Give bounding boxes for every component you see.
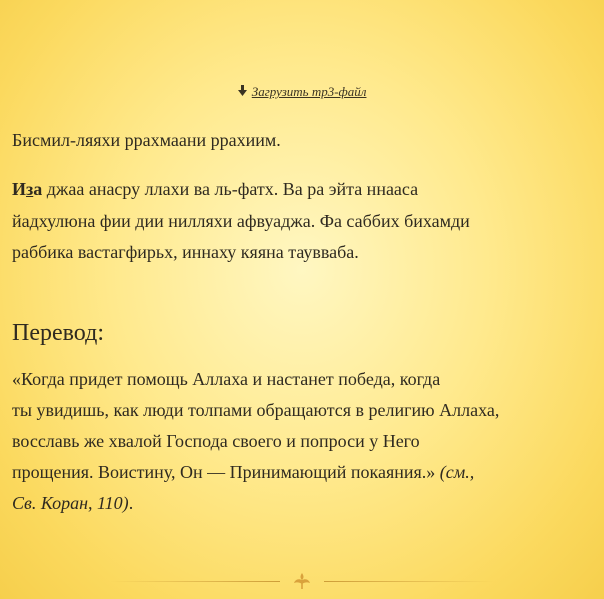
- translation-text: [12, 364, 604, 519]
- ornamental-divider: [110, 570, 494, 590]
- citation-start: (см.,: [435, 462, 475, 482]
- fleur-ornament-icon: [292, 572, 312, 590]
- translation-line-4: [12, 457, 604, 488]
- translation-line-2: ты увидишь, как люди толпами обращаются в религию Аллаха,: [12, 400, 500, 420]
- ayat-line-1: [12, 174, 602, 206]
- translation-line-3: восславь же хвалой Господа своего и попроси у Него: [12, 431, 420, 451]
- ayat-line-2: йадхулюна фии дии нилляхи афвуаджа. Фа саббих бихамди: [12, 210, 470, 231]
- translation-heading: Перевод:: [12, 320, 104, 346]
- translation-line-5: [12, 488, 604, 519]
- ayat-first-word-end: а: [33, 179, 43, 199]
- divider-line-left: [110, 581, 280, 582]
- download-arrow-icon[interactable]: [238, 85, 247, 97]
- download-row: [0, 84, 604, 100]
- translation-line-4-text: прощения. Воистину, Он — Принимающий покаяния.»: [12, 462, 436, 482]
- ayat-underlined-letter: з: [26, 179, 34, 199]
- surah-transliteration: [12, 174, 602, 269]
- ayat-first-letter: И: [12, 179, 27, 199]
- translation-line-1: «Когда придет помощь Аллаха и настанет победа, когда: [12, 369, 441, 389]
- citation-end: .: [128, 493, 134, 513]
- ayat-line-1-text: джаа анасру ллахи ва ль-фатх. Ва ра эйта ннааса: [42, 179, 419, 199]
- ayat-line-3: раббика вастагфирьх, иннаху кяяна таувваба.: [12, 242, 359, 262]
- citation-reference: Св. Коран, 110): [12, 493, 129, 513]
- divider-line-right: [324, 581, 494, 582]
- basmala-text: Бисмил-ляяхи ррахмаани ррахиим.: [12, 130, 281, 150]
- download-mp3-link[interactable]: Загрузить mp3-файл: [251, 84, 367, 99]
